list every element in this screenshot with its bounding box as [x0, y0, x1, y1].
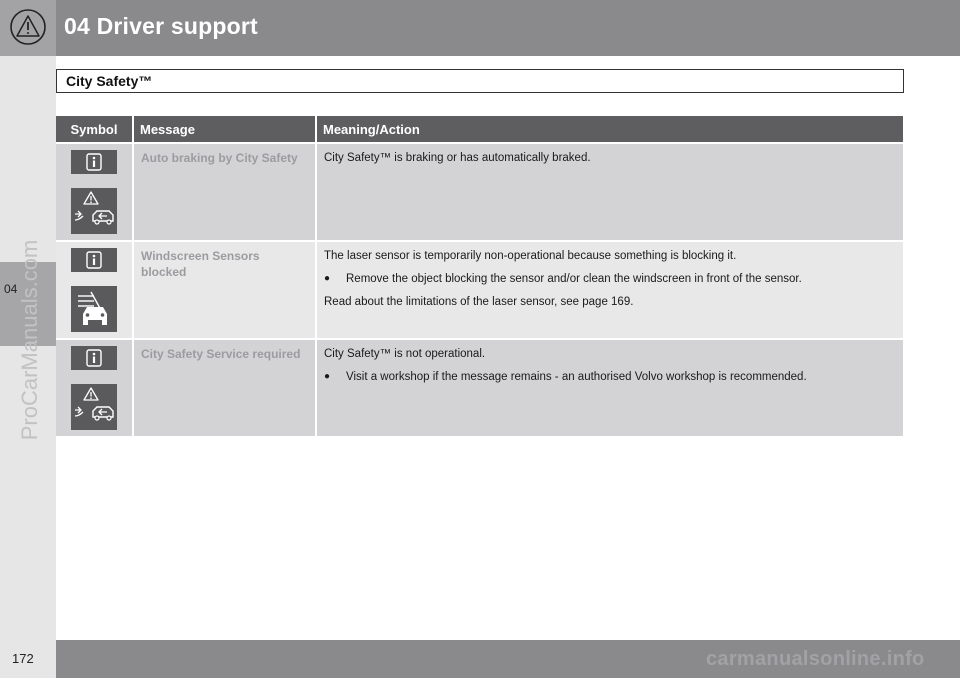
- meaning-note: Read about the limitations of the laser sensor, see page 169.: [324, 296, 634, 308]
- message-cell: [133, 241, 316, 339]
- meaning-bullet: [324, 369, 896, 385]
- info-icon: [71, 150, 117, 174]
- message-cell: [133, 143, 316, 241]
- symbol-cell: [56, 339, 133, 436]
- watermark-bottom: carmanualsonline.info: [706, 648, 925, 670]
- city-safety-warning-icon: [71, 384, 117, 430]
- meaning-text: The laser sensor is temporarily non-operational because something is blocking it.: [324, 250, 737, 262]
- symbol-cell: [56, 241, 133, 339]
- symbol-cell: [56, 143, 133, 241]
- header-meaning: Meaning/Action: [316, 116, 904, 143]
- meaning-cell: [316, 339, 904, 436]
- table-row: [56, 143, 904, 241]
- watermark-left: ProCarManuals.com: [17, 239, 42, 441]
- message-cell: [133, 339, 316, 436]
- meaning-bullet: [324, 271, 896, 287]
- header-icon-box: [0, 0, 56, 56]
- meaning-text: City Safety™ is not operational.: [324, 348, 486, 360]
- warning-triangle-icon: [9, 8, 47, 46]
- bullet-dot: ●: [324, 371, 331, 382]
- message-text: Windscreen Sensors blocked: [141, 249, 260, 279]
- meaning-text: City Safety™ is braking or has automatically braked.: [324, 152, 591, 164]
- city-safety-warning-icon: [71, 188, 117, 234]
- message-text: City Safety Service required: [141, 347, 301, 361]
- section-title-box: [56, 69, 904, 93]
- table-header-row: [56, 116, 904, 143]
- header-message: Message: [133, 116, 316, 143]
- header-symbol: Symbol: [56, 116, 133, 143]
- message-text: Auto braking by City Safety: [141, 151, 298, 165]
- table-row: [56, 339, 904, 436]
- info-icon: [71, 248, 117, 272]
- table-row: [56, 241, 904, 339]
- chapter-header: [0, 0, 960, 56]
- page-number: 172: [12, 651, 34, 666]
- chapter-title: 04 Driver support: [64, 13, 258, 39]
- meaning-cell: [316, 143, 904, 241]
- bullet-dot: ●: [324, 273, 331, 284]
- chapter-tab-label: 04: [4, 282, 18, 296]
- sensor-blocked-car-icon: [71, 286, 117, 332]
- page-number-box: [0, 640, 56, 678]
- messages-table: [56, 116, 905, 436]
- section-title: City Safety™: [66, 73, 153, 89]
- info-icon: [71, 346, 117, 370]
- bullet-text: Visit a workshop if the message remains - an authorised Volvo workshop is recommended.: [346, 371, 807, 383]
- bullet-text: Remove the object blocking the sensor and/or clean the windscreen in front of the sensor.: [346, 273, 802, 285]
- meaning-cell: [316, 241, 904, 339]
